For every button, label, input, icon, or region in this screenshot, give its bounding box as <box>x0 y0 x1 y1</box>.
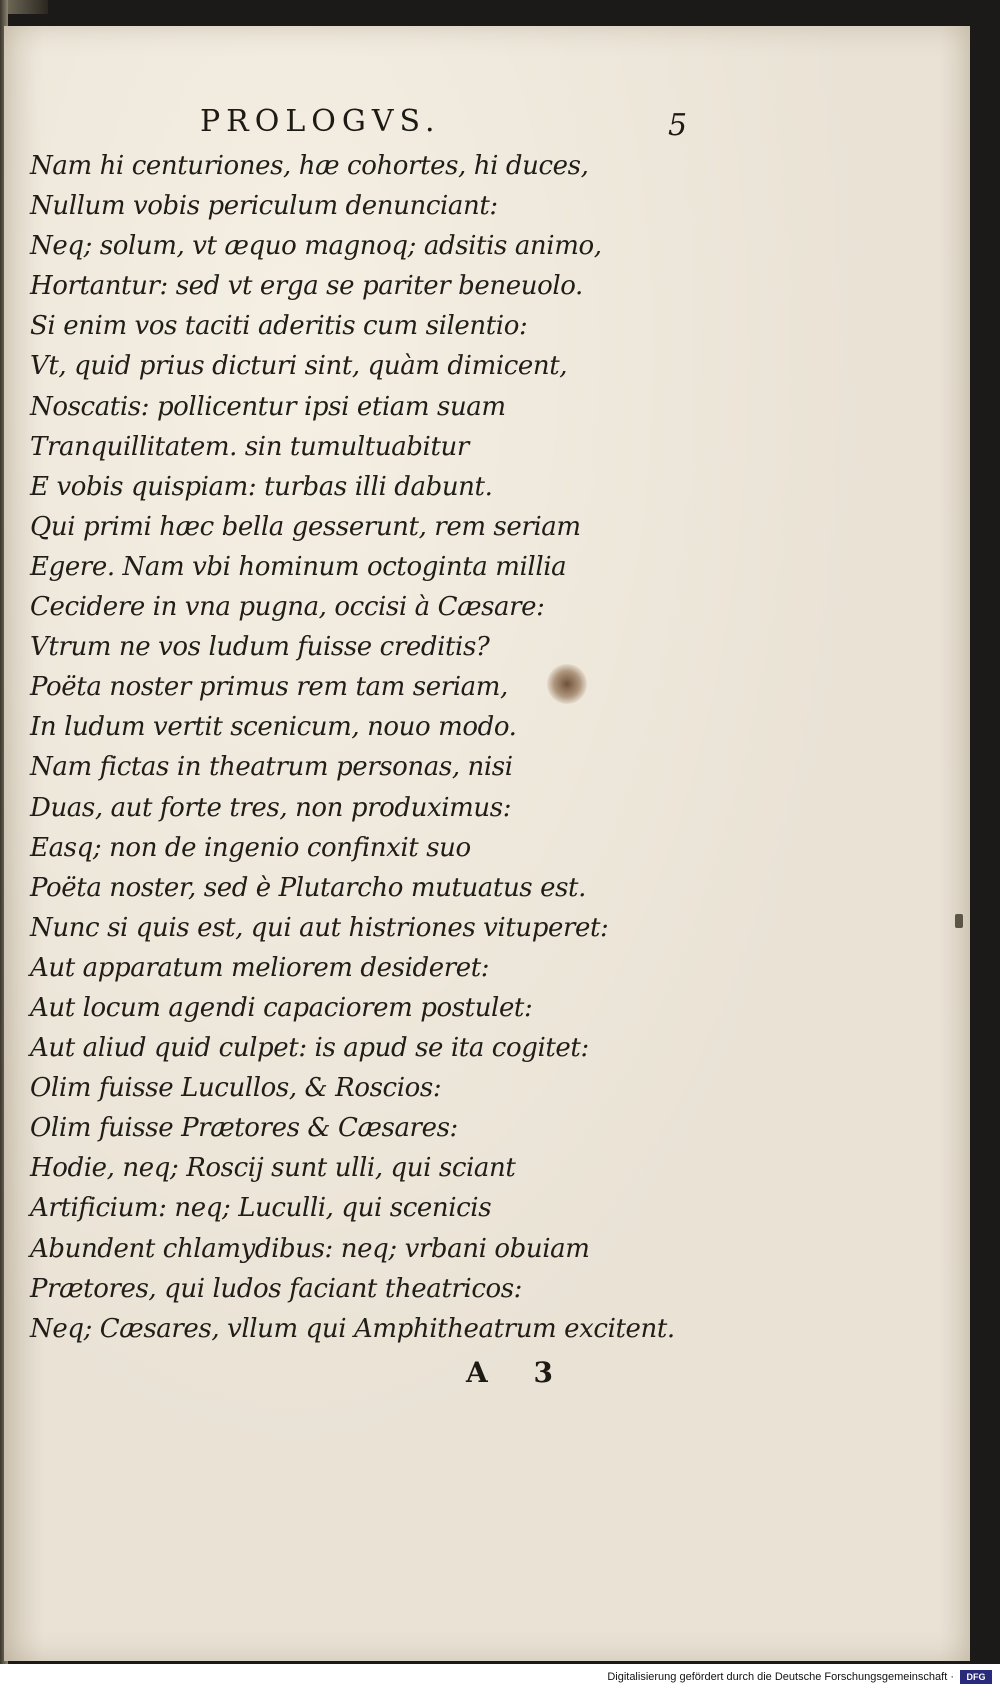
verse-line: In ludum vertit scenicum, nouo modo. <box>30 712 517 743</box>
edge-mark <box>955 914 963 928</box>
verse-text <box>30 146 675 1349</box>
verse-line: Aut aliud quid culpet: is apud se ita cogitet: <box>30 1033 589 1064</box>
page-number: 5 <box>668 108 688 143</box>
verse-line: Vt, quid prius dicturi sint, quàm dimicent, <box>30 351 568 382</box>
verse-line: Si enim vos taciti aderitis cum silentio: <box>30 311 528 342</box>
verse-line: Egere. Nam vbi hominum octoginta millia <box>30 551 567 582</box>
verse-line: Nullum vobis periculum denunciant: <box>30 191 498 222</box>
footer-credit: Digitalisierung gefördert durch die Deutsche Forschungsgemeinschaft · <box>607 1671 954 1683</box>
corner-mark <box>8 0 48 14</box>
verse-line: Noscatis: pollicentur ipsi etiam suam <box>30 391 506 422</box>
verse-line: Hodie, neq; Roscij sunt ulli, qui sciant <box>30 1153 516 1184</box>
verse-line: Neq; Cæsares, vllum qui Amphitheatrum excitent. <box>30 1313 675 1344</box>
ink-stain <box>547 664 587 704</box>
verse-line: Nunc si quis est, qui aut histriones vituperet: <box>30 912 609 943</box>
signature-mark: A 3 <box>466 1356 571 1389</box>
verse-line: Vtrum ne vos ludum fuisse creditis? <box>30 632 490 663</box>
verse-line: Tranquillitatem. sin tumultuabitur <box>30 431 469 462</box>
dfg-logo: DFG <box>960 1670 992 1684</box>
verse-line: Poëta noster primus rem tam seriam, <box>30 672 508 703</box>
verse-line: Nam hi centuriones, hæ cohortes, hi duces, <box>30 151 589 181</box>
verse-line: Olim fuisse Prætores & Cæsares: <box>30 1113 458 1144</box>
verse-line: Hortantur: sed vt erga se pariter beneuolo. <box>30 271 583 302</box>
verse-line: Neq; solum, vt æquo magnoq; adsitis animo, <box>30 231 602 262</box>
verse-line: Qui primi hæc bella gesserunt, rem seriam <box>30 511 581 542</box>
verse-line: Aut apparatum meliorem desideret: <box>30 952 490 983</box>
verse-line: E vobis quispiam: turbas illi dabunt. <box>30 471 493 502</box>
verse-line: Olim fuisse Lucullos, & Roscios: <box>30 1073 442 1104</box>
verse-line: Artificium: neq; Luculli, qui scenicis <box>30 1193 492 1224</box>
verse-line: Easq; non de ingenio confinxit suo <box>30 832 471 863</box>
verse-line: Prætores, qui ludos faciant theatricos: <box>30 1273 523 1304</box>
verse-line: Duas, aut forte tres, non produximus: <box>30 792 512 823</box>
verse-line: Aut locum agendi capaciorem postulet: <box>30 992 533 1023</box>
verse-line: Nam fictas in theatrum personas, nisi <box>30 752 513 783</box>
verse-line: Poëta noster, sed è Plutarcho mutuatus est. <box>30 872 586 903</box>
running-head: PROLOGVS. <box>200 104 441 139</box>
verse-line: Abundent chlamydibus: neq; vrbani obuiam <box>30 1233 590 1264</box>
verse-line: Cecidere in vna pugna, occisi à Cæsare: <box>30 592 545 623</box>
